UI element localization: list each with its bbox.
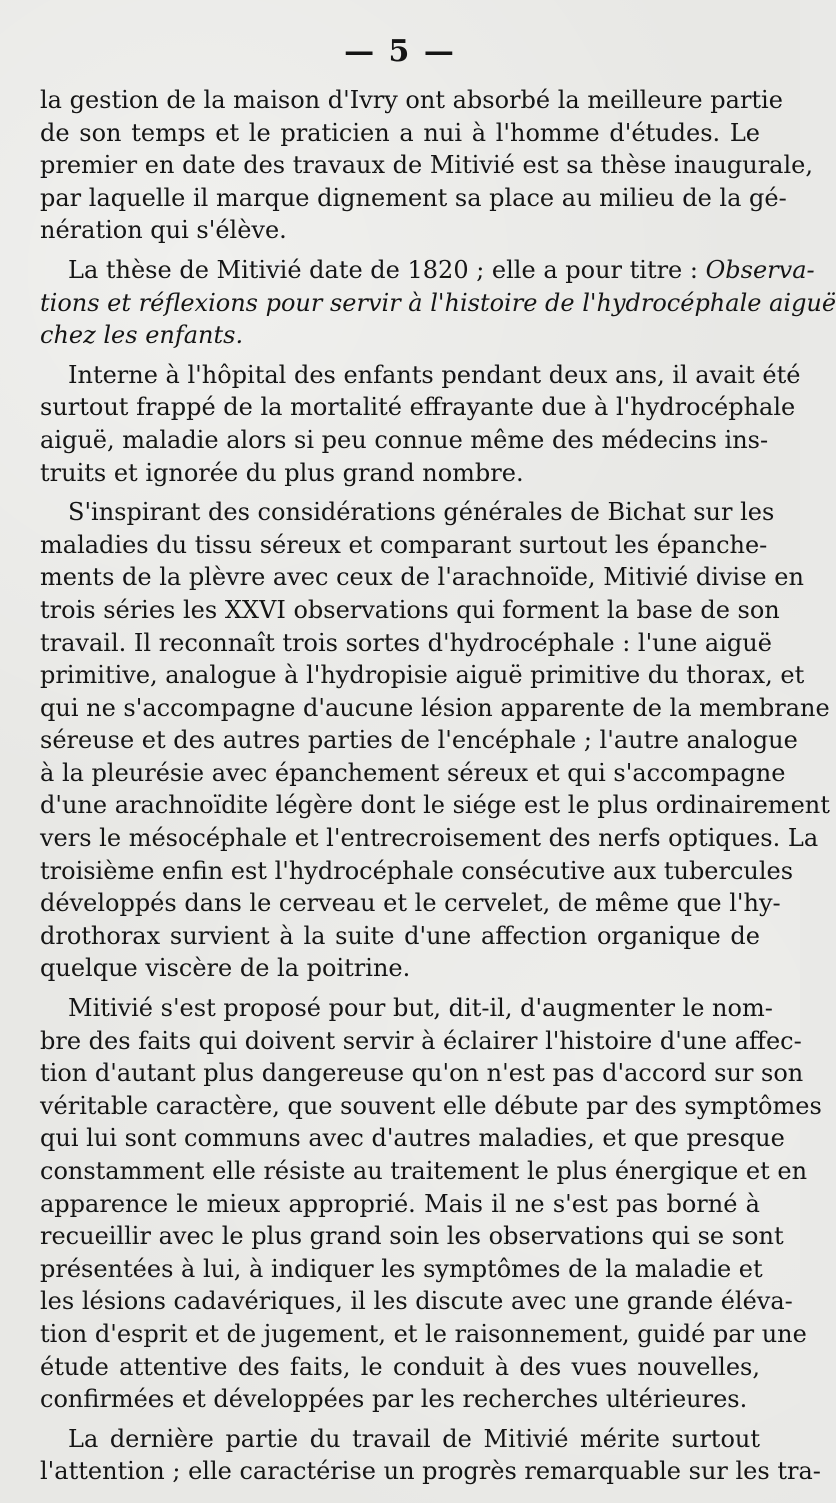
text-line: la gestion de la maison d'Ivry ont absorbé la meilleure partie — [40, 86, 783, 114]
text-line: présentées à lui, à indiquer les symptômes de la maladie et — [40, 1254, 763, 1283]
text-line: travail. Il reconnaît trois sortes d'hydrocéphale : l'une aiguë — [40, 628, 772, 657]
text-line: maladies du tissu séreux et comparant surtout les épanche- — [40, 530, 768, 559]
text-line: constamment elle résiste au traitement le plus énergique et en — [40, 1157, 808, 1185]
text-line: ments de la plèvre avec ceux de l'arachnoïde, Mitivié divise en — [40, 563, 804, 592]
text-line: quelque viscère de la poitrine. — [40, 954, 411, 983]
page-number: — 5 — — [344, 34, 456, 69]
text-line: de son temps et le praticien a nui à l'homme d'études. Le — [40, 118, 760, 147]
thesis-title-line: chez les enfants. — [40, 321, 244, 350]
text-line — [40, 254, 815, 287]
thesis-intro: La thèse de Mitivié date de 1820 ; elle a pour titre : — [68, 255, 698, 284]
text-line: à la pleurésie avec épanchement séreux et qui s'accompagne — [40, 758, 786, 787]
text-line: La dernière partie du travail de Mitivié mérite surtout — [68, 1424, 760, 1453]
text-line: Interne à l'hôpital des enfants pendant deux ans, il avait été — [68, 360, 801, 389]
text-line: par laquelle il marque dignement sa place au milieu de la gé- — [40, 183, 787, 212]
paragraph-6 — [40, 1423, 821, 1488]
text-line: confirmées et développées par les recherches ultérieures. — [40, 1385, 748, 1414]
text-line: l'attention ; elle caractérise un progrès remarquable sur les tra- — [40, 1457, 821, 1486]
text-line: séreuse et des autres parties de l'encéphale ; l'autre analogue — [40, 726, 798, 755]
text-line: d'une arachnoïdite légère dont le siége est le plus ordinairement — [40, 791, 830, 820]
paragraph-4 — [40, 496, 830, 985]
paragraph-5 — [40, 992, 822, 1416]
body-text — [40, 84, 836, 1495]
text-line: truits et ignorée du plus grand nombre. — [40, 458, 524, 487]
text-line: bre des faits qui doivent servir à éclairer l'histoire d'une affec- — [40, 1026, 802, 1055]
text-line: surtout frappé de la mortalité effrayante due à l'hydrocéphale — [40, 393, 796, 422]
thesis-title-start: Observa- — [705, 255, 815, 284]
text-line: qui lui sont communs avec d'autres maladies, et que presque — [40, 1124, 785, 1153]
text-line: véritable caractère, que souvent elle débute par des symptômes — [40, 1091, 822, 1120]
text-line: premier en date des travaux de Mitivié est sa thèse inaugurale, — [40, 151, 813, 180]
text-line: les lésions cadavériques, il les discute avec une grande éléva- — [40, 1287, 793, 1316]
text-line: développés dans le cerveau et le cervelet, de même que l'hy- — [40, 889, 781, 918]
text-line: drothorax survient à la suite d'une affection organique de — [40, 921, 760, 950]
text-line: nération qui s'élève. — [40, 216, 287, 245]
text-line: apparence le mieux approprié. Mais il ne s'est pas borné à — [40, 1189, 760, 1218]
thesis-title-line: tions et réflexions pour servir à l'histoire de l'hydrocéphale aiguë — [40, 288, 836, 317]
text-line: recueillir avec le plus grand soin les observations qui se sont — [40, 1222, 784, 1251]
text-line: troisième enfin est l'hydrocéphale consécutive aux tubercules — [40, 856, 794, 885]
paragraph-3 — [40, 359, 801, 489]
text-line: trois séries les XXVI observations qui forment la base de son — [40, 595, 780, 624]
text-line: vers le mésocéphale et l'entrecroisement des nerfs optiques. La — [40, 824, 819, 853]
text-line: tion d'esprit et de jugement, et le raisonnement, guidé par une — [40, 1319, 807, 1348]
text-line: S'inspirant des considérations générales de Bichat sur les — [68, 498, 775, 527]
paragraph-2 — [40, 254, 836, 352]
text-line: aiguë, maladie alors si peu connue même des médecins ins- — [40, 425, 769, 454]
paragraph-1 — [40, 84, 813, 247]
text-line: Mitivié s'est proposé pour but, dit-il, d'augmenter le nom- — [68, 994, 773, 1023]
text-line: qui ne s'accompagne d'aucune lésion apparente de la membrane — [40, 693, 830, 722]
text-line: primitive, analogue à l'hydropisie aiguë primitive du thorax, et — [40, 661, 805, 690]
text-line: tion d'autant plus dangereuse qu'on n'est pas d'accord sur son — [40, 1059, 804, 1088]
text-line: étude attentive des faits, le conduit à des vues nouvelles, — [40, 1352, 760, 1381]
